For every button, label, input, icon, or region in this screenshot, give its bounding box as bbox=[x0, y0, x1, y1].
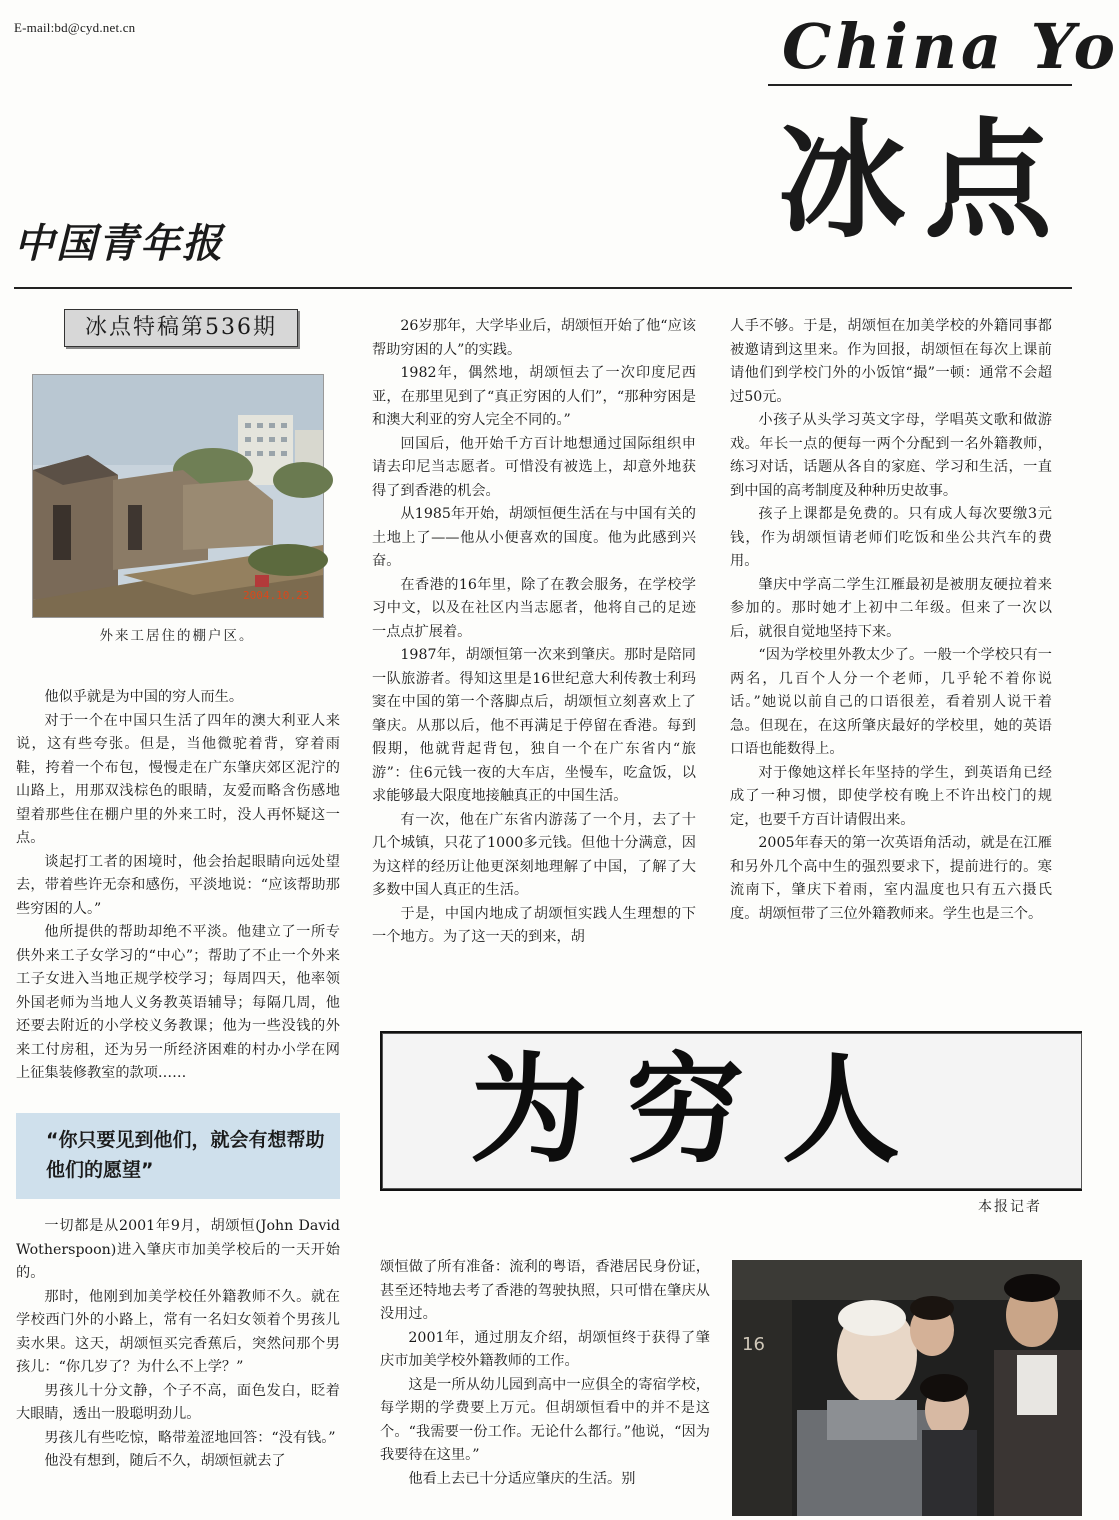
paragraph: 对于像她这样长年坚持的学生，到英语角已经成了一种习惯，即使学校有晚上不许出校门的规定，也要千方百计请假出来。 bbox=[730, 764, 1052, 828]
paragraph: 回国后，他开始千方百计地想通过国际组织申请去印尼当志愿者。可惜没有被选上，却意外地获得了到香港的机会。 bbox=[372, 435, 696, 499]
header-rule bbox=[14, 287, 1072, 289]
paragraph: 小孩子从头学习英文字母，学唱英文歌和做游戏。年长一点的便每一两个分配到一名外籍教师，练习对话，话题从各自的家庭、学习和生活，一直到中国的高考制度及种种历史故事。 bbox=[730, 412, 1052, 499]
paragraph: 2005年春天的第一次英语角活动，就是在江雁和另外几个高中生的强烈要求下，提前进行的。寒流南下，肇庆下着雨，室内温度也只有五六摄氏度。胡颂恒带了三位外籍教师来。学生也是三个。 bbox=[730, 835, 1052, 922]
article-column-4 bbox=[380, 1256, 710, 1491]
article-column-1 bbox=[16, 686, 340, 1086]
paragraph: 孩子上课都是免费的。只有成人每次要缴3元钱，作为胡颂恒请老师们吃饭和坐公共汽车的费用。 bbox=[730, 506, 1052, 569]
section-title: 冰点 bbox=[778, 107, 1071, 256]
paragraph: 有一次，他在广东省内游荡了一个月，去了十几个城镇，只花了1000多元钱。但他十分满意，因为这样的经历让他更深刻地理解了中国，了解了大多数中国人真正的生活。 bbox=[372, 811, 696, 898]
paragraph: 这是一所从幼儿园到高中一应俱全的寄宿学校，每学期的学费要上万元。但胡颂恒看中的并不是这个。“我需要一份工作。无论什么都行。”他说，“因为我要待在这里。” bbox=[380, 1376, 710, 1463]
paragraph: 他所提供的帮助却绝不平淡。他建立了一所专供外来工子女学习的“中心”；帮助了不止一个外来工子女进入当地正规学校学习；每周四天，他率领外国老师为当地人义务教英语辅导；每隔几周，他还要去附近的小学校义务教课；他为一些没钱的外来工付房租，还为另一所经济困难的村办小学在网上征集装修教室的款项…… bbox=[16, 924, 340, 1081]
paragraph: 从1985年开始，胡颂恒便生活在与中国有关的土地上了——他从小便喜欢的国度。他为此感到兴奋。 bbox=[372, 506, 696, 569]
photo-caption: 外来工居住的棚户区。 bbox=[99, 628, 255, 644]
paragraph: 颂恒做了所有准备：流利的粤语，香港居民身份证，甚至还特地去考了香港的驾驶执照，只可惜在肇庆从没用过。 bbox=[380, 1259, 710, 1322]
pull-quote bbox=[16, 1113, 340, 1199]
byline: 本报记者 bbox=[978, 1199, 1042, 1215]
contact-email: E-mail:bd@cyd.net.cn bbox=[14, 20, 136, 35]
paragraph: 那时，他刚到加美学校任外籍教师不久。就在学校西门外的小路上，常有一名妇女领着个男孩儿卖水果。这天，胡颂恒买完香蕉后，突然问那个男孩儿：“你几岁了？为什么不上学？” bbox=[16, 1288, 340, 1375]
paragraph: 男孩儿十分文静，个子不高，面色发白，眨着大眼睛，透出一股聪明劲儿。 bbox=[16, 1382, 340, 1422]
paragraph: 2001年，通过朋友介绍，胡颂恒终于获得了肇庆市加美学校外籍教师的工作。 bbox=[380, 1329, 710, 1369]
paragraph: 1987年，胡颂恒第一次来到肇庆。那时是陪同一队旅游者。得知这里是16世纪意大利传教士利玛窦在中国的第一个落脚点后，胡颂恒立刻喜欢上了肇庆。从那以后，他不再满足于停留在香港。每到假期，他就背起背包，独自一个在广东省内“旅游”：住6元钱一夜的大车店，坐慢车，吃盒饭，以求能够最大限度地接触真正的中国生活。 bbox=[372, 647, 696, 804]
svg-text:16: 16 bbox=[742, 1334, 765, 1355]
paragraph: 一切都是从2001年9月，胡颂恒(John David Wotherspoon)进入肇庆市加美学校后的一天开始的。 bbox=[16, 1218, 340, 1281]
people-photo bbox=[732, 1260, 1082, 1516]
photo-date-stamp: 2004.10.23 bbox=[243, 589, 310, 602]
paragraph: 对于一个在中国只生活了四年的澳大利亚人来说，这有些夸张。但是，当他微驼着背，穿着雨鞋，挎着一个布包，慢慢走在广东肇庆郊区泥泞的山路上，用那双浅棕色的眼睛，友爱而略含伤感地望着那些住在棚户里的外来工时，没人再怀疑这一点。 bbox=[16, 712, 340, 846]
masthead-rule bbox=[768, 84, 1072, 86]
newspaper-logo: 中国青年报 bbox=[14, 220, 224, 267]
paragraph: 肇庆中学高二学生江雁最初是被朋友硬拉着来参加的。那时她才上初中二年级。但来了一次以后，就很自觉地坚持下来。 bbox=[730, 576, 1052, 640]
article-column-1-continued bbox=[16, 1215, 340, 1474]
article-column-2 bbox=[372, 315, 696, 950]
paragraph: 于是，中国内地成了胡颂恒实践人生理想的下一个地方。为了这一天的到来，胡 bbox=[372, 905, 696, 945]
article-column-3 bbox=[730, 315, 1052, 926]
paragraph: 人手不够。于是，胡颂恒在加美学校的外籍同事都被邀请到这里来。作为回报，胡颂恒在每次上课前请他们到学校门外的小饭馆“撮”一顿：通常不会超过50元。 bbox=[730, 318, 1052, 405]
issue-label: 冰点特稿第536期 bbox=[64, 309, 298, 347]
paragraph: 男孩儿有些吃惊，略带羞涩地回答：“没有钱。” bbox=[44, 1429, 336, 1446]
paragraph: “因为学校里外教太少了。一般一个学校只有一两名，几百个人分一个老师，几乎轮不着你说话。”她说以前自己的口语很差，看着别人说干着急。但现在，在这所肇庆最好的学校里，她的英语口语也能数得上。 bbox=[730, 647, 1052, 757]
paragraph: 他看上去已十分适应肇庆的生活。别 bbox=[408, 1470, 636, 1487]
paragraph: 谈起打工者的困境时，他会抬起眼睛向远处望去，带着些许无奈和感伤，平淡地说：“应该帮助那些穷困的人。” bbox=[16, 853, 340, 917]
paragraph: 他没有想到，随后不久，胡颂恒就去了 bbox=[44, 1453, 286, 1469]
paragraph: 26岁那年，大学毕业后，胡颂恒开始了他“应该帮助穷困的人”的实践。 bbox=[372, 318, 696, 358]
paragraph: 1982年，偶然地，胡颂恒去了一次印度尼西亚，在那里见到了“真正穷困的人们”，“那种穷困是和澳大利亚的穷人完全不同的。” bbox=[372, 365, 696, 428]
headline-text: 为穷人 bbox=[470, 1041, 939, 1179]
shanty-photo bbox=[32, 374, 324, 618]
masthead-english: China Yo bbox=[782, 10, 1119, 83]
paragraph: 在香港的16年里，除了在教会服务，在学校学习中文，以及在社区内当志愿者，他将自己的足迹一点点扩展着。 bbox=[372, 576, 696, 640]
pull-quote-text: “你只要见到他们，就会有想帮助他们的愿望” bbox=[46, 1129, 325, 1181]
paragraph: 他似乎就是为中国的穷人而生。 bbox=[44, 689, 244, 705]
